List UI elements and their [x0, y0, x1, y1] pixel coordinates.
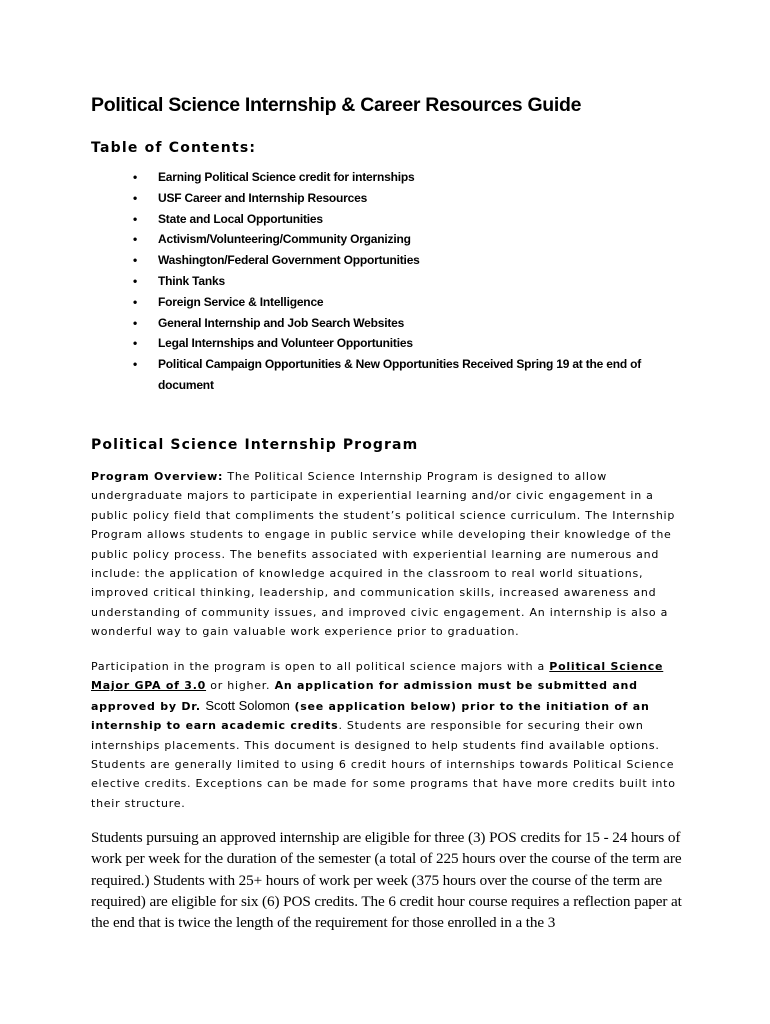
toc-item — [133, 229, 693, 250]
toc-item-label: State and Local Opportunities — [158, 211, 323, 226]
program-overview-paragraph — [91, 467, 691, 642]
toc-item — [133, 292, 693, 313]
overview-text: The Political Science Internship Program is designed to allow undergraduate majors to participate in experiential learning and/or civic engagement in a public policy field that compliments the student’s political science curriculum. The Internship Program allows students to engage in public service while developing their knowledge of the public policy process. The benefits associated with experiential learning are numerous and include: the application of knowledge acquired in the classroom to real world situations, improved critical thinking, leadership, and communication skills, increased awareness and understanding of community issues, and improved civic engagement. An internship is also a wonderful way to gain valuable work experience prior to graduation. — [91, 470, 676, 639]
bullet-icon: • — [133, 170, 138, 184]
bullet-icon: • — [133, 294, 138, 309]
bullet-icon: • — [133, 253, 138, 268]
bullet-icon: • — [133, 315, 138, 330]
toc-item — [133, 167, 693, 188]
toc-heading: Table of Contents: — [91, 140, 257, 156]
toc-item — [133, 313, 693, 334]
bullet-icon: • — [133, 357, 138, 372]
bullet-icon: • — [133, 232, 138, 247]
table-of-contents — [133, 167, 693, 395]
toc-item-label: General Internship and Job Search Websites — [158, 315, 405, 330]
credits-paragraph: Students pursuing an approved internship are eligible for three (3) POS credits for 15 - 24 hours of work per week for the duration of the semester (a total of 225 hours over the course of the term are required.) Students with 25+ hours of work per week (375 hours over the course of the term are required) are eligible for six (6) POS credits. The 6 credit hour course requires a reflection paper at the end that is twice the length of the requirement for those enrolled in a the 3 — [91, 829, 682, 932]
toc-item — [133, 333, 693, 354]
toc-item — [133, 354, 678, 395]
toc-item-label: USF Career and Internship Resources — [158, 190, 368, 205]
application-requirement: An application for admission must be submitted and approved by Dr. — [91, 679, 638, 713]
participation-intro: Participation in the program is open to all political science majors with a — [91, 660, 550, 673]
bullet-icon: • — [133, 273, 138, 288]
toc-item-label: Legal Internships and Volunteer Opportunities — [158, 336, 413, 351]
bullet-icon: • — [133, 190, 138, 205]
toc-item-label: Activism/Volunteering/Community Organizing — [158, 232, 411, 247]
toc-item-label: Foreign Service & Intelligence — [158, 294, 324, 309]
application-note: (see application below) prior to the initiation of an internship to earn academic credits — [91, 699, 650, 733]
bullet-icon: • — [133, 336, 138, 351]
toc-item-label: Political Campaign Opportunities & New Opportunities Received Spring 19 at the end of document — [158, 357, 642, 392]
overview-label: Program Overview: — [91, 470, 224, 483]
document-title: Political Science Internship & Career Resources Guide — [91, 94, 582, 116]
participation-rest: . Students are responsible for securing their own internships placements. This document is designed to help students find available options. Students are generally limited to using 6 credit hours of internships towards Political Science elective credits. Exceptions can be made for some programs that have more credits built into their structure. — [91, 719, 676, 810]
toc-item-label: Washington/Federal Government Opportunities — [158, 253, 420, 268]
participation-after-gpa: or higher. — [206, 679, 275, 693]
section-heading: Political Science Internship Program — [91, 437, 419, 453]
participation-paragraph — [91, 657, 691, 813]
toc-item — [133, 250, 693, 271]
gpa-requirement-link[interactable]: Political Science Major GPA of 3.0 — [91, 660, 664, 693]
toc-item-label: Earning Political Science credit for internships — [158, 170, 415, 184]
toc-item — [133, 188, 693, 209]
toc-item — [133, 271, 693, 292]
toc-item — [133, 209, 693, 230]
professor-name: Scott Solomon — [205, 697, 290, 713]
toc-item-label: Think Tanks — [158, 273, 225, 288]
bullet-icon: • — [133, 211, 138, 226]
